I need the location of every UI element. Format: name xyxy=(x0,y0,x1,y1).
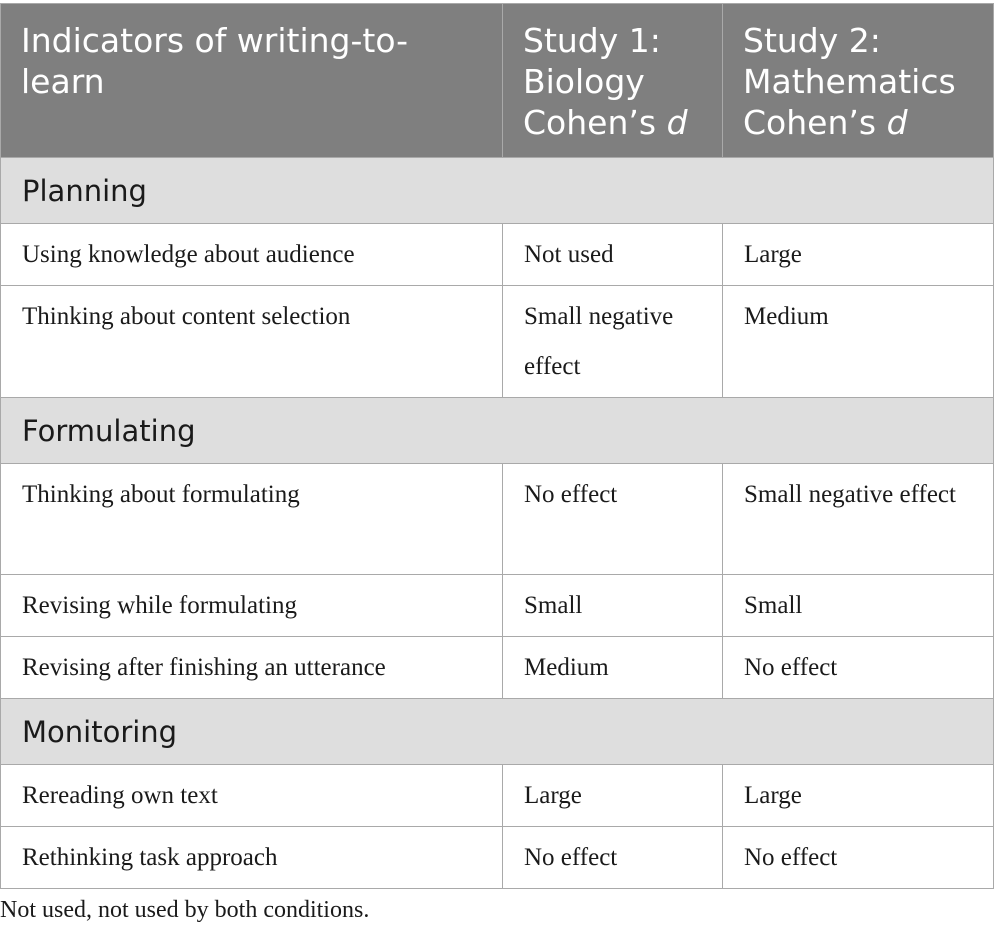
results-table xyxy=(0,3,994,889)
section-row-monitoring xyxy=(1,699,994,765)
section-title: Monitoring xyxy=(1,699,994,765)
study2-cell: Large xyxy=(723,224,994,286)
results-table-container xyxy=(0,3,993,889)
indicator-cell: Revising while formulating xyxy=(1,575,503,637)
header-study1-line2: Biology xyxy=(523,62,645,101)
header-study1 xyxy=(503,4,723,158)
table-row xyxy=(1,827,994,889)
study1-cell: Small xyxy=(503,575,723,637)
header-study1-line3: Cohen’s xyxy=(523,103,657,142)
section-title: Planning xyxy=(1,158,994,224)
header-study1-italic: d xyxy=(666,103,688,142)
study2-cell: Small xyxy=(723,575,994,637)
table-row xyxy=(1,765,994,827)
study1-cell: No effect xyxy=(503,827,723,889)
study2-cell: Small negative effect xyxy=(723,464,994,575)
header-study2 xyxy=(723,4,994,158)
indicator-cell: Revising after finishing an utterance xyxy=(1,637,503,699)
header-indicators xyxy=(1,4,503,158)
header-study1-line1: Study 1: xyxy=(523,21,661,60)
header-indicators-label: Indicators of writing-to-learn xyxy=(21,21,409,101)
table-footnote: Not used, not used by both conditions. xyxy=(0,897,370,923)
study1-cell: Not used xyxy=(503,224,723,286)
indicator-cell: Rereading own text xyxy=(1,765,503,827)
header-study2-line3: Cohen’s xyxy=(743,103,877,142)
table-row xyxy=(1,224,994,286)
study1-cell: Large xyxy=(503,765,723,827)
study2-cell: No effect xyxy=(723,637,994,699)
study1-cell: No effect xyxy=(503,464,723,575)
study1-cell: Small negative effect xyxy=(503,286,723,398)
indicator-cell: Rethinking task approach xyxy=(1,827,503,889)
study2-cell: Large xyxy=(723,765,994,827)
table-row xyxy=(1,286,994,398)
table-row xyxy=(1,637,994,699)
indicator-cell: Thinking about content selection xyxy=(1,286,503,398)
study2-cell: No effect xyxy=(723,827,994,889)
indicator-cell: Thinking about formulating xyxy=(1,464,503,575)
study1-cell: Medium xyxy=(503,637,723,699)
indicator-cell: Using knowledge about audience xyxy=(1,224,503,286)
header-study2-line1: Study 2: xyxy=(743,21,881,60)
section-row-planning xyxy=(1,158,994,224)
table-row xyxy=(1,575,994,637)
header-study2-line2: Mathematics xyxy=(743,62,956,101)
section-title: Formulating xyxy=(1,398,994,464)
study2-cell: Medium xyxy=(723,286,994,398)
header-study2-italic: d xyxy=(886,103,908,142)
section-row-formulating xyxy=(1,398,994,464)
table-header-row xyxy=(1,4,994,158)
table-row xyxy=(1,464,994,575)
